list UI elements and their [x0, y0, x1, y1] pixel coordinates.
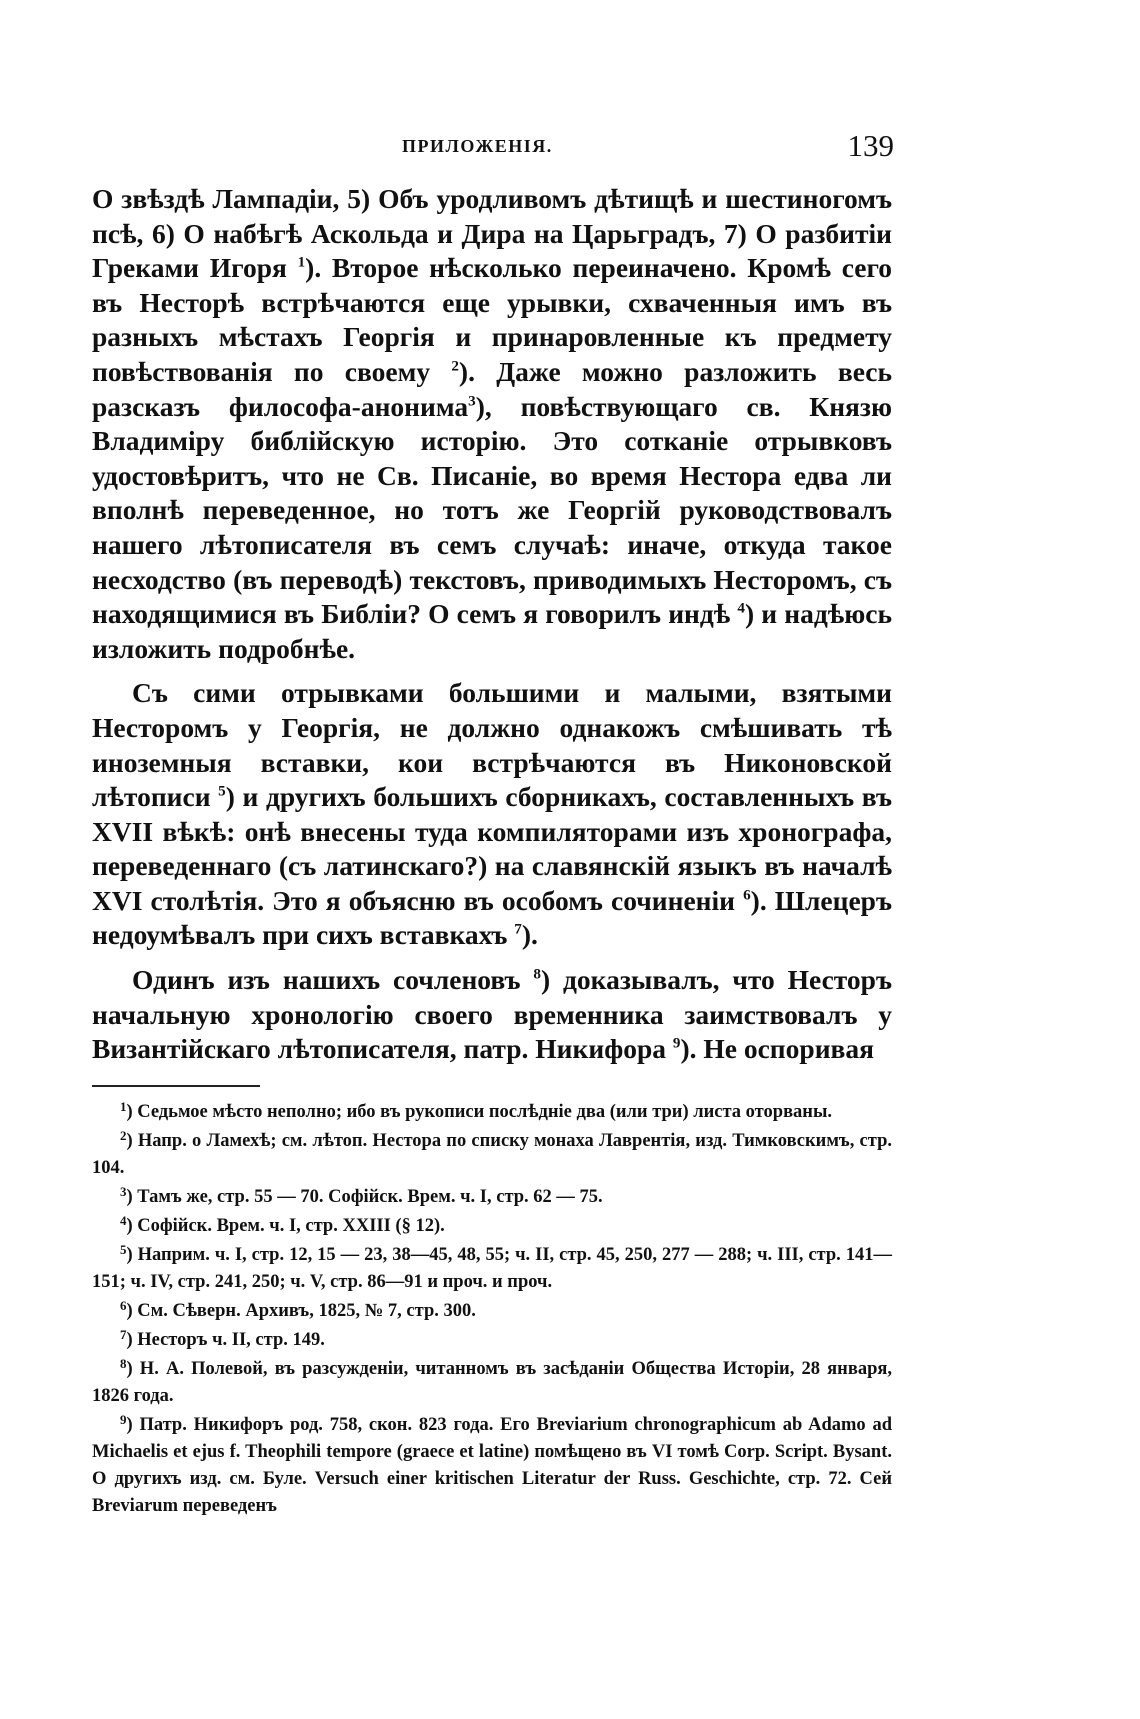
footnote-text: ) Софійск. Врем. ч. I, стр. XXIII (§ 12).	[126, 1215, 445, 1236]
paragraph-text: ) и другихъ большихъ сборникахъ, составленныхъ въ XVII вѣкѣ: онѣ внесены туда компиляторами изъ хронографа, переведеннаго (съ латинскаго?) на славянскій языкъ въ началѣ XVI столѣтія. Это я объясню въ особомъ сочиненіи	[92, 781, 892, 916]
footnote	[92, 1099, 892, 1126]
footnote-mark: 4	[120, 1213, 127, 1229]
paragraph-text: ) доказывалъ, что Несторъ начальную хронологію своего временника заимствовалъ у Византійскаго лѣтописателя, патр. Никифора	[92, 964, 892, 1065]
running-title: ПРИЛОЖЕНІЯ.	[402, 136, 553, 156]
footnote-mark: 8	[120, 1356, 127, 1372]
footnote	[92, 1128, 892, 1182]
paragraph-text: Съ сими отрывками большими и малыми, взятыми Несторомъ у Георгія, не должно однакожъ смѣшивать тѣ иноземныя вставки, кои встрѣчаются въ Никоновской лѣтописи	[92, 677, 892, 813]
footnote-mark: 3	[120, 1184, 127, 1200]
footnote-mark: 7	[120, 1327, 127, 1343]
footnote-reference: 8	[533, 966, 541, 983]
footnote-mark: 1	[120, 1099, 127, 1115]
paragraph-text: ). Шлецеръ недоумѣвалъ при сихъ вставкахъ	[92, 884, 892, 951]
footnote-reference: 7	[514, 921, 522, 938]
paragraph-text: ).	[521, 919, 538, 951]
page-number: 139	[847, 128, 894, 163]
footnote-reference: 9	[672, 1035, 681, 1052]
paragraph	[92, 182, 892, 666]
footnote-reference: 3	[468, 392, 476, 409]
footnote-mark: 2	[120, 1128, 127, 1144]
footnote-text: ) См. Сѣверн. Архивъ, 1825, № 7, стр. 300.	[126, 1300, 476, 1321]
footnote	[92, 1213, 892, 1240]
footnote-reference: 4	[737, 600, 745, 617]
footnote	[92, 1298, 892, 1325]
footnote-text: ) Седьмое мѣсто неполно; ибо въ рукописи послѣдніе два (или три) листа оторваны.	[126, 1101, 833, 1122]
footnote-separator	[92, 1085, 260, 1087]
footnote-reference: 1	[297, 254, 306, 271]
footnote-reference: 5	[218, 783, 226, 800]
footnote	[92, 1242, 892, 1296]
paragraph-text: ), повѣствующаго св. Князю Владиміру библійскую исторію. Это сотканіе отрывковъ удостовѣритъ, что не Св. Писаніе, во время Нестора едва ли вполнѣ переведенное, но тотъ же Георгій руководствовалъ нашего лѣтописателя въ семъ случаѣ: иначе, откуда такое несходство (въ переводѣ) текстовъ, приводимыхъ Несторомъ, съ находящимися въ Библіи? О семъ я говорилъ индѣ	[92, 390, 892, 630]
footnote-mark: 5	[120, 1242, 127, 1258]
body-text	[92, 182, 892, 1067]
footnote-text: ) Наприм. ч. I, стр. 12, 15 — 23, 38—45, 48, 55; ч. II, стр. 45, 250, 277 — 288; ч. III, стр. 141—151; ч. IV, стр. 241, 250; ч. V, стр. 86—91 и проч. и проч.	[92, 1244, 892, 1292]
paragraph	[92, 963, 892, 1067]
paragraph-text: ). Даже можно разложить весь разсказъ философа-анонима	[92, 355, 892, 422]
footnote	[92, 1184, 892, 1211]
footnote-text: ) Несторъ ч. II, стр. 149.	[126, 1329, 325, 1350]
paragraph-text: ). Не оспоривая	[680, 1033, 875, 1065]
footnotes	[92, 1099, 892, 1520]
paragraph-text: Одинъ изъ нашихъ сочленовъ	[132, 964, 534, 996]
footnote	[92, 1412, 892, 1520]
running-head	[92, 128, 892, 168]
footnote-text: ) Н. А. Полевой, въ разсужденіи, читанномъ въ засѣданіи Общества Исторіи, 28 января, 1826 года.	[92, 1358, 892, 1406]
footnote-text: ) Тамъ же, стр. 55 — 70. Софійск. Врем. ч. I, стр. 62 — 75.	[126, 1186, 603, 1207]
footnote-mark: 6	[120, 1298, 127, 1314]
footnote-mark: 9	[120, 1412, 127, 1428]
footnote	[92, 1327, 892, 1354]
paragraph-text: О звѣздѣ Лампадіи, 5) Объ уродливомъ дѣтищѣ и шестиногомъ псѣ, 6) О набѣгѣ Аскольда и Дира на Царьградъ, 7) О разбитіи Греками Игоря	[92, 183, 892, 284]
footnote-text: ) Напр. о Ламехѣ; см. лѣтоп. Нестора по списку монаха Лаврентія, изд. Тимковскимъ, стр. 104.	[92, 1130, 892, 1178]
footnote-reference: 2	[451, 358, 459, 375]
paragraph-text: ). Второе нѣсколько переиначено. Кромѣ сего въ Несторѣ встрѣчаются еще урывки, схваченныя имъ въ разныхъ мѣстахъ Георгія и принаровленные къ предмету повѣствованія по своему	[92, 252, 892, 387]
footnote	[92, 1356, 892, 1410]
paragraph	[92, 676, 892, 953]
paragraph-text: ) и надѣюсь изложить подробнѣе.	[92, 598, 892, 664]
footnote-text: ) Патр. Никифоръ род. 758, скон. 823 года. Его Breviarium chronographicum ab Adamo ad Michaelis et ejus f. Theophili tempore (graece et latine) помѣщено въ VI томѣ Corp. Script. Bysant. О другихъ изд. см. Буле. Versuch einer kritischen Literatur der Russ. Geschichte, стр. 72. Сей Breviarum переведенъ	[92, 1414, 892, 1516]
book-page	[92, 128, 892, 1522]
footnote-reference: 6	[743, 887, 751, 904]
